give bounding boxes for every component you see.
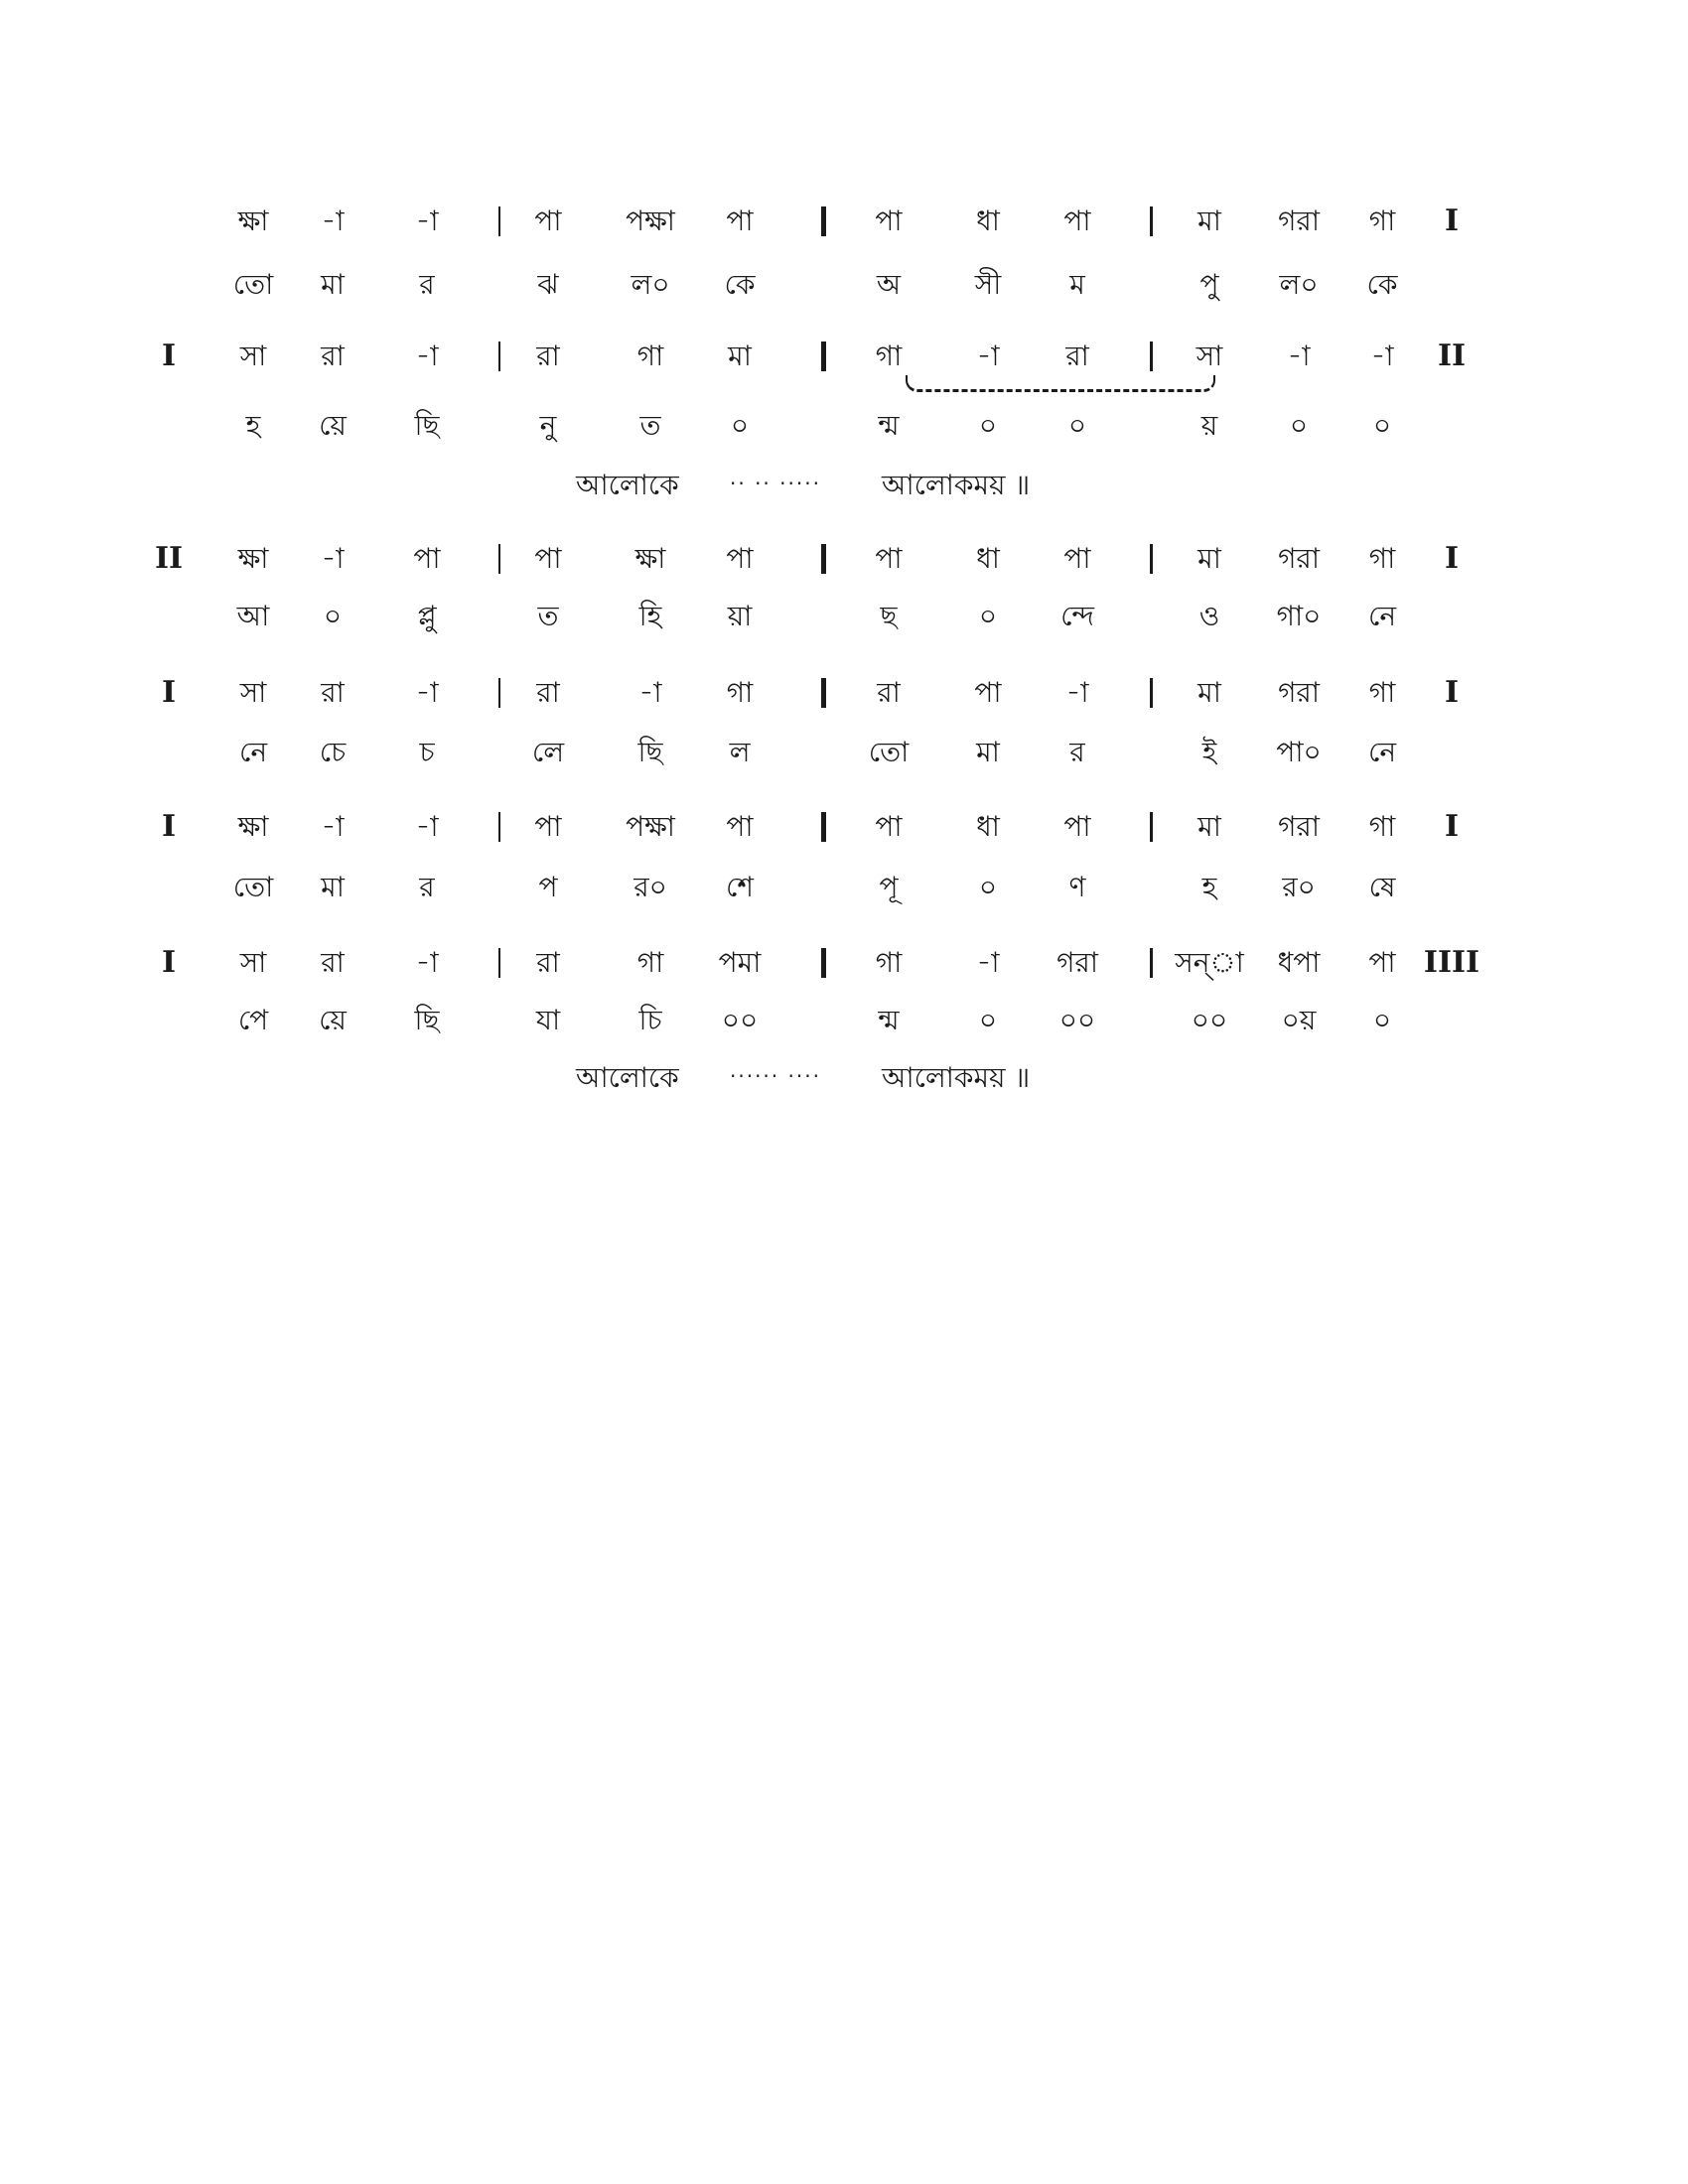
block2-lyrics-cell: ০	[1067, 409, 1087, 442]
block1-lyrics-cell: র	[419, 268, 435, 301]
block5-swara-cell: পা	[875, 810, 903, 843]
start-mark: I	[161, 809, 177, 844]
bar-line	[498, 678, 500, 708]
block6-swara-cell: রা	[321, 946, 345, 979]
block1-lyrics-cell: ল০	[631, 268, 670, 301]
start-mark: I	[161, 339, 177, 373]
block4-swara-cell: রা	[321, 676, 345, 709]
refrain2-end: আলোকময় ॥	[882, 1061, 1031, 1094]
block2-lyrics-cell: ০	[978, 409, 998, 442]
block6-lyrics-cell: য়ে	[319, 1004, 347, 1036]
block4-swara-cell: পা	[974, 676, 1002, 709]
block5-swara-cell: পা	[726, 810, 754, 843]
end-mark: I	[1444, 809, 1460, 844]
block4-lyrics-row	[0, 728, 1688, 777]
block3-swara-cell: পা	[726, 542, 754, 575]
block5-swara-cell: -া	[321, 810, 345, 843]
block6-lyrics-row	[0, 996, 1688, 1045]
block4-swara-cell: গা	[1368, 676, 1396, 709]
block5-lyrics-cell: শে	[726, 871, 754, 903]
block4-swara-cell: রা	[536, 676, 560, 709]
block3-swara-cell: পা	[413, 542, 441, 575]
bar-line	[1150, 206, 1153, 236]
block6-swara-row	[0, 938, 1688, 988]
block1-lyrics-cell: কে	[1366, 268, 1398, 301]
block1-swara-cell: -া	[321, 205, 345, 237]
block3-swara-cell: গরা	[1278, 542, 1320, 575]
block2-swara-cell: গা	[875, 340, 903, 372]
block4-lyrics-cell: নে	[1367, 736, 1397, 768]
bar-line	[1150, 948, 1153, 978]
block1-swara-cell: পা	[1063, 205, 1091, 237]
block5-lyrics-cell: ০	[978, 871, 998, 903]
block3-lyrics-cell: ছ	[880, 600, 898, 632]
bar-line	[1150, 341, 1153, 371]
block1-lyrics-cell: অ	[876, 268, 902, 301]
refrain2-dots: ······ ····	[730, 1064, 821, 1088]
block6-lyrics-cell: ০০	[721, 1004, 759, 1036]
block6-lyrics-cell: ০	[978, 1004, 998, 1036]
bar-line	[1150, 544, 1153, 574]
end-mark: I	[1444, 541, 1460, 576]
block4-lyrics-cell: ল	[729, 736, 751, 768]
block2-swara-cell: মা	[728, 340, 752, 372]
block2-swara-cell: -া	[415, 340, 439, 372]
block4-lyrics-cell: ই	[1201, 736, 1217, 768]
block5-lyrics-cell: হ	[1201, 871, 1217, 903]
block1-swara-cell: মা	[1197, 205, 1221, 237]
block1-lyrics-cell: পু	[1199, 268, 1219, 301]
block3-lyrics-cell: ০	[978, 600, 998, 632]
bar-line	[821, 812, 826, 842]
end-mark: II	[1437, 339, 1467, 373]
block3-lyrics-cell: গা০	[1276, 600, 1322, 632]
block5-lyrics-cell: তো	[232, 871, 274, 903]
block4-swara-row	[0, 668, 1688, 718]
end-mark: I	[1444, 204, 1460, 238]
block3-lyrics-cell: ও	[1198, 600, 1220, 632]
block2-lyrics-cell: ০	[730, 409, 750, 442]
block2-swara-cell: রা	[1065, 340, 1089, 372]
block3-swara-cell: ক্ষা	[237, 542, 269, 575]
block5-swara-cell: -া	[415, 810, 439, 843]
block2-swara-cell: রা	[536, 340, 560, 372]
block2-swara-cell: -া	[1370, 340, 1394, 372]
bar-line	[1150, 812, 1153, 842]
block1-swara-cell: পা	[726, 205, 754, 237]
block1-swara-cell: পক্ষা	[626, 205, 675, 237]
block3-swara-cell: পা	[534, 542, 562, 575]
block3-swara-cell: ধা	[976, 542, 1000, 575]
block2-swara-cell: সা	[239, 340, 267, 372]
block6-lyrics-cell: ০য়	[1281, 1004, 1317, 1036]
block1-lyrics-cell: সী	[974, 268, 1002, 301]
block1-lyrics-cell: মা	[321, 268, 345, 301]
block4-lyrics-cell: নে	[238, 736, 268, 768]
block6-swara-cell: ধপা	[1277, 946, 1321, 979]
block2-lyrics-cell: ০	[1289, 409, 1309, 442]
block5-swara-cell: ধা	[976, 810, 1000, 843]
block3-swara-cell: -া	[321, 542, 345, 575]
block2-lyrics-cell: ত	[639, 409, 661, 442]
block4-swara-cell: -া	[1065, 676, 1089, 709]
block2-lyrics-cell: নু	[539, 409, 557, 442]
block3-swara-cell: পা	[1063, 542, 1091, 575]
block6-lyrics-cell: ন্ম	[878, 1004, 900, 1036]
bar-line	[498, 341, 500, 371]
block6-swara-cell: রা	[536, 946, 560, 979]
block4-lyrics-cell: র	[1069, 736, 1085, 768]
block5-lyrics-cell: প	[538, 871, 558, 903]
block2-lyrics-cell: হ	[245, 409, 261, 442]
bar-line	[498, 948, 500, 978]
bar-line	[1150, 678, 1153, 708]
block3-swara-cell: মা	[1197, 542, 1221, 575]
start-mark: I	[161, 675, 177, 710]
block3-lyrics-cell: প্লু	[417, 600, 437, 632]
block3-lyrics-cell: য়া	[727, 600, 753, 632]
block2-lyrics-cell: য়	[1200, 409, 1218, 442]
bar-line	[498, 206, 500, 236]
end-mark: IIII	[1423, 945, 1480, 980]
bar-line	[821, 341, 826, 371]
block5-swara-cell: পা	[534, 810, 562, 843]
block6-swara-cell: গা	[875, 946, 903, 979]
block5-lyrics-cell: র০	[1282, 871, 1316, 903]
block6-swara-cell: সন্া	[1175, 946, 1244, 979]
block1-lyrics-cell: ম	[1069, 268, 1085, 301]
block4-swara-cell: -া	[415, 676, 439, 709]
block1-swara-row	[0, 197, 1688, 246]
block1-swara-cell: গরা	[1278, 205, 1320, 237]
block2-swara-cell: -া	[1287, 340, 1311, 372]
block4-swara-cell: গরা	[1278, 676, 1320, 709]
block1-swara-cell: ক্ষা	[237, 205, 269, 237]
block5-lyrics-cell: ণ	[1068, 871, 1086, 903]
bar-line	[821, 678, 826, 708]
block1-lyrics-cell: কে	[724, 268, 756, 301]
block1-swara-cell: গা	[1368, 205, 1396, 237]
refrain1-dots: ·· ·· ·····	[730, 472, 821, 495]
block3-lyrics-cell: আ	[236, 600, 270, 632]
block2-lyrics-cell: ছি	[414, 409, 440, 442]
start-mark: II	[154, 541, 184, 576]
block5-lyrics-row	[0, 863, 1688, 912]
block3-swara-cell: ক্ষা	[634, 542, 666, 575]
block5-swara-cell: পা	[1063, 810, 1091, 843]
block4-lyrics-cell: তো	[868, 736, 910, 768]
block4-lyrics-cell: পা০	[1276, 736, 1322, 768]
bar-line	[821, 206, 826, 236]
block5-lyrics-cell: ষে	[1368, 871, 1396, 903]
block5-swara-cell: গা	[1368, 810, 1396, 843]
block3-lyrics-cell: ত	[537, 600, 559, 632]
block2-swara-cell: -া	[976, 340, 1000, 372]
block6-swara-cell: পমা	[718, 946, 762, 979]
block5-swara-row	[0, 802, 1688, 852]
block6-swara-cell: -া	[976, 946, 1000, 979]
block3-lyrics-cell: ০	[323, 600, 343, 632]
bar-line	[821, 544, 826, 574]
block6-lyrics-cell: যা	[535, 1004, 561, 1036]
block4-swara-cell: রা	[877, 676, 901, 709]
block3-lyrics-cell: ন্দে	[1060, 600, 1094, 632]
start-mark: I	[161, 945, 177, 980]
block5-swara-cell: গরা	[1278, 810, 1320, 843]
refrain1-end: আলোকময় ॥	[882, 469, 1031, 501]
block6-lyrics-cell: পে	[237, 1004, 269, 1036]
end-mark: I	[1444, 675, 1460, 710]
block3-swara-cell: পা	[875, 542, 903, 575]
block3-lyrics-cell: নে	[1367, 600, 1397, 632]
block6-swara-cell: -া	[415, 946, 439, 979]
block3-swara-row	[0, 534, 1688, 584]
block6-swara-cell: গা	[636, 946, 664, 979]
block1-lyrics-row	[0, 260, 1688, 310]
block1-swara-cell: পা	[534, 205, 562, 237]
block2-swara-cell: গা	[636, 340, 664, 372]
block5-lyrics-cell: র	[419, 871, 435, 903]
block1-lyrics-cell: ল০	[1279, 268, 1319, 301]
block1-lyrics-cell: তো	[232, 268, 274, 301]
bar-line	[821, 948, 826, 978]
block4-lyrics-cell: লে	[531, 736, 565, 768]
block1-swara-cell: -া	[415, 205, 439, 237]
block2-lyrics-cell: য়ে	[319, 409, 347, 442]
bar-line	[498, 812, 500, 842]
block6-lyrics-cell: ০	[1372, 1004, 1392, 1036]
refrain2-start: আলোকে	[576, 1061, 679, 1094]
block3-lyrics-row	[0, 592, 1688, 641]
block2-lyrics-row	[0, 401, 1688, 451]
block4-lyrics-cell: চে	[319, 736, 347, 768]
block4-swara-cell: -া	[638, 676, 662, 709]
bar-line	[498, 544, 500, 574]
block5-swara-cell: ক্ষা	[237, 810, 269, 843]
block4-swara-cell: মা	[1197, 676, 1221, 709]
block1-swara-cell: ধা	[976, 205, 1000, 237]
block5-lyrics-cell: র০	[633, 871, 667, 903]
block4-lyrics-cell: মা	[976, 736, 1000, 768]
block2-swara-row	[0, 332, 1688, 381]
block1-swara-cell: পা	[875, 205, 903, 237]
block6-lyrics-cell: ছি	[414, 1004, 440, 1036]
block6-lyrics-cell: ০০	[1058, 1004, 1096, 1036]
block4-lyrics-cell: চ	[419, 736, 435, 768]
refrain1-start: আলোকে	[576, 469, 679, 501]
block5-lyrics-cell: মা	[321, 871, 345, 903]
block3-swara-cell: গা	[1368, 542, 1396, 575]
block5-swara-cell: পক্ষা	[626, 810, 675, 843]
block6-swara-cell: গরা	[1056, 946, 1098, 979]
meend-curve	[906, 375, 1215, 392]
block2-swara-cell: রা	[321, 340, 345, 372]
block2-lyrics-cell: ০	[1372, 409, 1392, 442]
block3-lyrics-cell: হি	[638, 600, 662, 632]
block4-swara-cell: সা	[239, 676, 267, 709]
block6-swara-cell: পা	[1368, 946, 1396, 979]
block4-lyrics-cell: ছি	[637, 736, 663, 768]
block5-swara-cell: মা	[1197, 810, 1221, 843]
block6-lyrics-cell: ০০	[1191, 1004, 1228, 1036]
block2-lyrics-cell: ন্ম	[878, 409, 900, 442]
block1-lyrics-cell: ঝ	[537, 268, 559, 301]
block4-swara-cell: গা	[726, 676, 754, 709]
block6-swara-cell: সা	[239, 946, 267, 979]
block5-lyrics-cell: পূ	[879, 871, 899, 903]
block2-swara-cell: সা	[1196, 340, 1223, 372]
block6-lyrics-cell: চি	[638, 1004, 662, 1036]
